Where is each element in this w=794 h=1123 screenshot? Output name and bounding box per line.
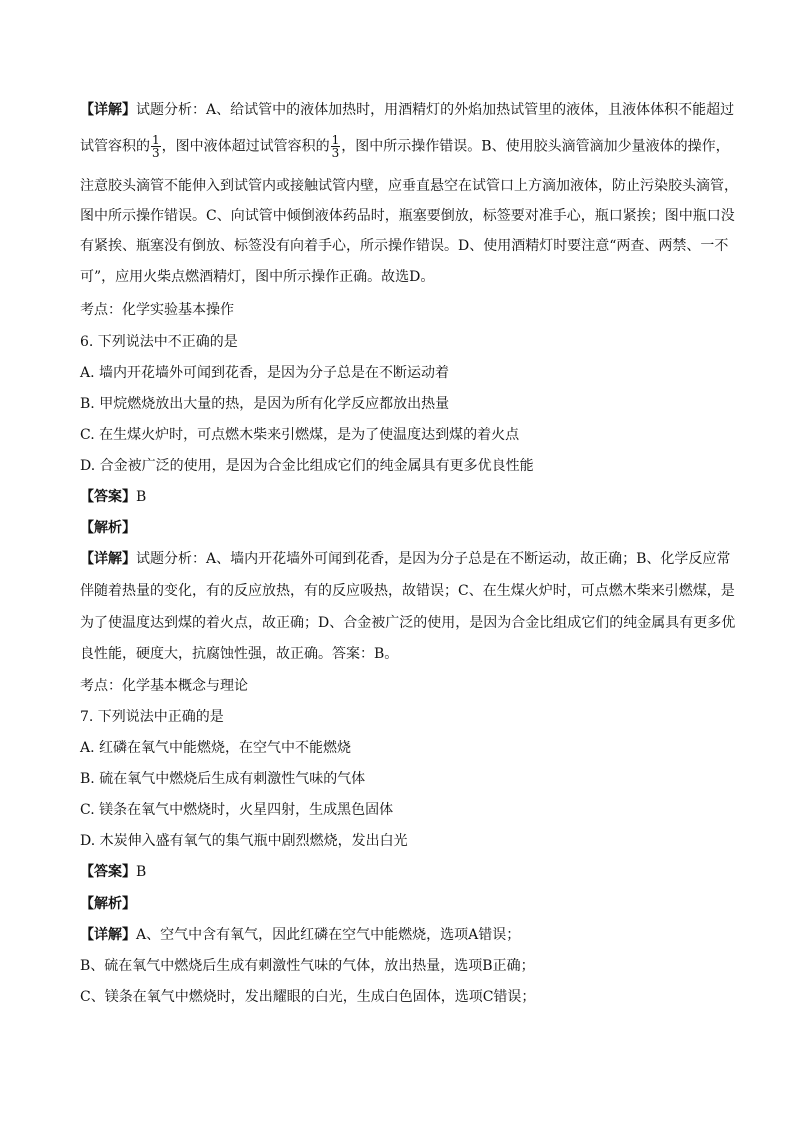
q5-detail-line-6: 可”，应用火柴点燃酒精灯，图中所示操作正确。故选D。 <box>80 269 435 285</box>
answer-value: B <box>136 489 147 505</box>
detail-tag: 【详解】 <box>80 102 136 118</box>
q7-answer <box>80 863 146 881</box>
q6-stem: 6. 下列说法中不正确的是 <box>80 334 238 350</box>
q5-detail-line-4: 图中所示操作错误。C、向试管中倾倒液体药品时，瓶塞要倒放，标签要对准手心，瓶口紧挨；图中瓶口没 <box>80 208 735 224</box>
answer-value: B <box>136 864 147 880</box>
q5-detail-line-5: 有紧挨、瓶塞没有倒放、标签没有向着手心，所示操作错误。D、使用酒精灯时要注意“两查、两禁、一不 <box>80 238 729 254</box>
q7-option-d: D. 木炭伸入盛有氧气的集气瓶中剧烈燃烧，发出白光 <box>80 833 408 849</box>
q6-analysis-tag: 【解析】 <box>80 520 136 536</box>
q6-option-a: A. 墙内开花墙外可闻到花香，是因为分子总是在不断运动着 <box>80 365 450 381</box>
q7-detail-line-1: 【详解】A、空气中含有氧气，因此红磷在空气中能燃烧，选项A错误； <box>80 927 521 943</box>
q7-stem: 7. 下列说法中正确的是 <box>80 709 224 725</box>
q7-option-b: B. 硫在氧气中燃烧后生成有刺激性气味的气体 <box>80 771 366 787</box>
q6-detail-line-4: 良性能，硬度大，抗腐蚀性强，故正确。答案：B。 <box>80 646 399 662</box>
q7-detail-line-3: C、镁条在氧气中燃烧时，发出耀眼的白光，生成白色固体，选项C错误； <box>80 989 536 1005</box>
q5-detail-line-2: 试管容积的 $\frac{1}{3}$ ，图中液体超过试管容积的 $\frac{1}{3}$ ，图中所示操作错误。B、使用胶头滴管滴加少量液体的操作， <box>80 133 730 160</box>
q6-detail-line-2: 伴随着热量的变化，有的反应放热，有的反应吸热，故错误；C、在生煤火炉时，可点燃木柴来引燃煤，是 <box>80 583 735 599</box>
q6-option-c: C. 在生煤火炉时，可点燃木柴来引燃煤，是为了使温度达到煤的着火点 <box>80 427 520 443</box>
q6-detail-line-1: 【详解】试题分析：A、墙内开花墙外可闻到花香，是因为分子总是在不断运动，故正确；B、化学反应常 <box>80 551 731 567</box>
q5-kaodian: 考点：化学实验基本操作 <box>80 302 234 318</box>
q6-option-d: D. 合金被广泛的使用，是因为合金比组成它们的纯金属具有更多优良性能 <box>80 458 534 474</box>
detail-tag: 【详解】 <box>80 551 136 567</box>
q7-detail-line-2: B、硫在氧气中燃烧后生成有刺激性气味的气体，放出热量，选项B正确； <box>80 958 535 974</box>
q5-detail-line-1: 【详解】试题分析：A、给试管中的液体加热时，用酒精灯的外焰加热试管里的液体，且液体体积不能超过 <box>80 102 735 118</box>
q6-option-b: B. 甲烷燃烧放出大量的热，是因为所有化学反应都放出热量 <box>80 396 450 412</box>
q6-answer <box>80 488 146 506</box>
answer-tag: 【答案】 <box>80 489 136 505</box>
fraction-one-third: $\frac{1}{3}$ <box>331 133 340 160</box>
q7-analysis-tag: 【解析】 <box>80 896 136 912</box>
fraction-one-third: $\frac{1}{3}$ <box>152 133 160 160</box>
answer-tag: 【答案】 <box>80 864 136 880</box>
q7-option-c: C. 镁条在氧气中燃烧时，火星四射，生成黑色固体 <box>80 802 394 818</box>
detail-tag: 【详解】 <box>80 927 136 943</box>
q6-detail-line-3: 为了使温度达到煤的着火点，故正确；D、合金被广泛的使用，是因为合金比组成它们的纯金属具有更多优 <box>80 615 736 631</box>
q5-detail-line-3: 注意胶头滴管不能伸入到试管内或接触试管内壁，应垂直悬空在试管口上方滴加液体，防止污染胶头滴管， <box>80 178 738 194</box>
q7-option-a: A. 红磷在氧气中能燃烧，在空气中不能燃烧 <box>80 740 352 756</box>
q6-kaodian: 考点：化学基本概念与理论 <box>80 678 248 694</box>
